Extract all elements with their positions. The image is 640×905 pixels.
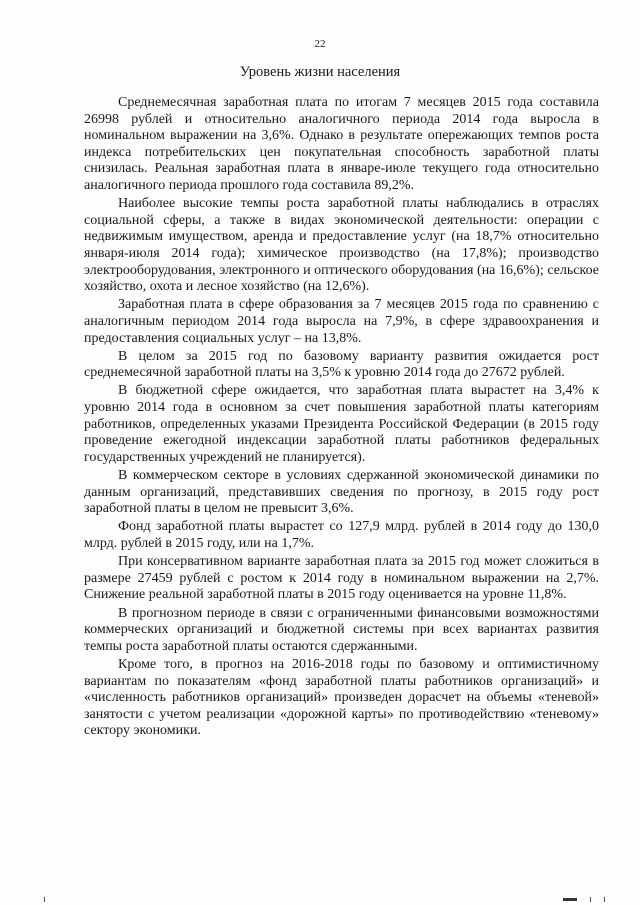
page-number: 22 (314, 38, 326, 50)
paragraph-education-health: Заработная плата в сфере образования за 7 месяцев 2015 года по сравнению с аналогичным периодом 2014 года выросла на 7,9%, в сфере здравоохранения и предоставления социальных услуг – на 13,8%. (84, 297, 599, 346)
scan-mark-right (563, 898, 577, 901)
scan-mark-left (44, 897, 45, 902)
paragraph-average-wage: Среднемесячная заработная плата по итогам 7 месяцев 2015 года составила 26998 рублей и относительно аналогичного периода 2014 года выросла в номинальном выражении на 3,6%. Однако в результате опережающих темпов роста индекса потребительских цен покупательная способность заработной платы снизилась. Реальная заработная плата в январе-июле текущего года относительно аналогичного периода прошлого года составила 89,2%. (84, 95, 599, 193)
paragraph-wage-fund: Фонд заработной платы вырастет со 127,9 млрд. рублей в 2014 году до 130,0 млрд. рублей в 2015 году, или на 1,7%. (84, 519, 599, 551)
paragraph-conservative-variant: При консервативном варианте заработная плата за 2015 год может сложиться в размере 27459 рублей с ростом к 2014 году в номинальном выражении на 2,7%. Снижение реальной заработной платы в 2015 году оценивается на уровне 11,8%. (84, 554, 599, 603)
paragraph-commercial-sector: В коммерческом секторе в условиях сдержанной экономической динамики по данным организаций, представивших сведения по прогнозу, в 2015 году рост заработной платы в целом не превысит 3,6%. (84, 468, 599, 517)
scan-tick-right-1 (590, 897, 591, 902)
body-text (84, 95, 599, 742)
paragraph-budget-sphere: В бюджетной сфере ожидается, что заработная плата вырастет на 3,4% к уровню 2014 года в основном за счет повышения заработной платы категориям работников, определенных указами Президента Российской Федерации (в 2015 году проведение ежегодной индексации заработной платы работников федеральных государственных учреждений не планируется). (84, 383, 599, 465)
paragraph-base-forecast: В целом за 2015 год по базовому варианту развития ожидается рост среднемесячной заработной платы на 3,5% к уровню 2014 года до 27672 рублей. (84, 348, 599, 381)
section-title: Уровень жизни населения (239, 64, 401, 80)
paragraph-growth-rates: Наиболее высокие темпы роста заработной платы наблюдались в отраслях социальной сферы, а также в видах экономической деятельности: операции с недвижимым имуществом, аренда и предоставление услуг (на 18,7% относительно января-июля 2014 года); химическое производство (на 17,8%); производство электрооборудования, электронного и оптического оборудования (на 16,6%); сельское хозяйство, охота и лесное хозяйство (на 12,6%). (84, 196, 599, 295)
paragraph-forecast-period: В прогнозном периоде в связи с ограниченными финансовыми возможностями коммерческих организаций и бюджетной системы при всех вариантах развития темпы роста заработной платы остаются сдержанными. (84, 605, 599, 654)
scan-tick-right-2 (604, 897, 605, 902)
paragraph-shadow-employment: Кроме того, в прогноз на 2016-2018 годы по базовому и оптимистичному вариантам по показателям «фонд заработной платы работников организаций» и «численность работников организаций» произведен дорасчет на объемы «теневой» занятости с учетом реализации «дорожной карты» по противодействию «теневому» сектору экономики. (84, 656, 599, 739)
